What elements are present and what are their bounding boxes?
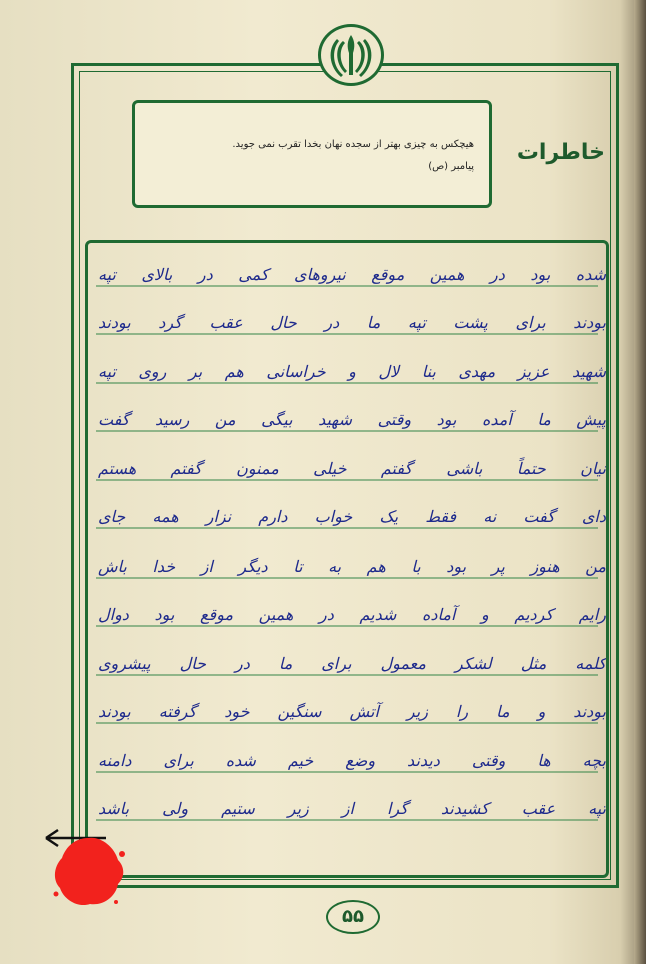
handwriting-line-9: کلمه مثل لشکر معمول برای ما در حال پیشروی bbox=[98, 654, 606, 673]
handwriting-line-6: دای گفت نه فقط یک خواب دارم نزار همه جای bbox=[98, 507, 606, 526]
handwriting-line-1: شده بود در همین موقع نیروهای کمی در بالای تپه bbox=[98, 265, 606, 284]
handwriting-line-10: بودند و ما را زیر آتش سنگین خود گرفته بودند bbox=[98, 702, 606, 721]
section-title: خاطرات bbox=[516, 140, 605, 165]
handwriting-line-7: من هنوز پر بود با هم به تا دیگر از خدا باش bbox=[98, 557, 606, 576]
handwriting-line-2: بودند برای پشت تپه ما در حال عقب گرد بودند bbox=[98, 313, 606, 332]
red-blot bbox=[48, 832, 128, 912]
handwriting-line-11: بچه ها وقتی دیدند وضع خیم شده برای دامنه bbox=[98, 751, 606, 770]
quote-source: پیامبر (ص) bbox=[428, 161, 474, 172]
handwriting-line-4: پیش ما آمده بود وقتی شهید بیگی من رسید گفت bbox=[98, 410, 606, 429]
handwriting-line-8: رایم کردیم و آماده شدیم در همین موقع بود دوال bbox=[98, 605, 606, 624]
quote-text: هیچکس به چیزی بهتر از سجده نهان بخدا تقرب نمی جوید. bbox=[232, 139, 474, 150]
handwriting-line-5: نیان حتماً باشی گفتم خیلی ممنون گفتم هستم bbox=[98, 459, 606, 478]
handwriting-line-12: تپه عقب کشیدند گرا از زیر ستیم ولی باشد bbox=[98, 799, 606, 818]
handwriting-line-3: شهید عزیز مهدی بنا لال و خراسانی هم بر روی تپه bbox=[98, 362, 606, 381]
page-number: ۵۵ bbox=[326, 900, 380, 934]
